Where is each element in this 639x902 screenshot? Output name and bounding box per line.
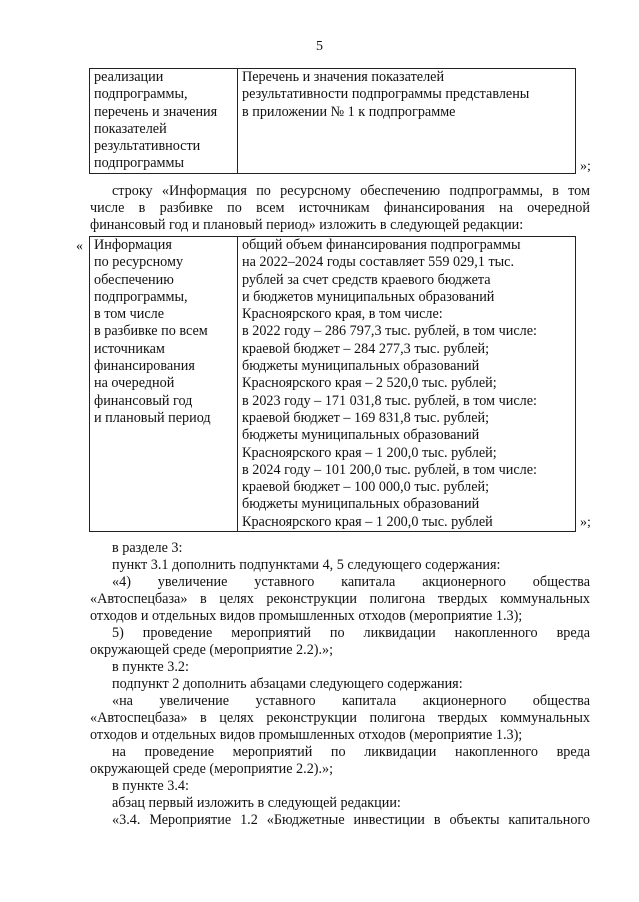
table-cell-label: реализации подпрограммы, перечень и значения показателей результативности подпрограммы xyxy=(90,69,238,174)
table-cell-label: Информация по ресурсному обеспечению подпрограммы, в том числе в разбивке по всем источникам финансирования на очередной финансовый год и плановый период xyxy=(90,237,238,532)
paragraph-line: финансовый год и плановый период» изложить в следующей редакции: xyxy=(90,217,524,233)
table-cell-value: Перечень и значения показателей результативности подпрограммы представлены в приложении № 1 к подпрограмме xyxy=(238,69,576,174)
opening-quote-mark: « xyxy=(76,239,83,254)
paragraph-line: абзац первый изложить в следующей редакции: xyxy=(112,795,401,811)
paragraph-line: «Автоспецбаза» в целях реконструкции полигона твердых коммунальных xyxy=(90,591,590,607)
page-number: 5 xyxy=(316,39,323,54)
paragraph-line: пункт 3.1 дополнить подпунктами 4, 5 следующего содержания: xyxy=(112,557,501,573)
paragraph-line: в разделе 3: xyxy=(112,540,183,556)
paragraph-line: в пункте 3.2: xyxy=(112,659,189,675)
paragraph-line: «4) увеличение уставного капитала акционерного общества xyxy=(112,574,590,590)
paragraph-line: «Автоспецбаза» в целях реконструкции полигона твердых коммунальных xyxy=(90,710,590,726)
table-row xyxy=(90,237,576,532)
paragraph-line: числе в разбивке по всем источникам финансирования на очередной xyxy=(90,200,590,216)
paragraph-line: на проведение мероприятий по ликвидации накопленного вреда xyxy=(112,744,590,760)
paragraph-line: «на увеличение уставного капитала акционерного общества xyxy=(112,693,590,709)
paragraph-line: в пункте 3.4: xyxy=(112,778,189,794)
funding-table xyxy=(89,236,576,532)
paragraph-line: отходов и отдельных видов промышленных отходов (мероприятие 1.3); xyxy=(90,608,523,624)
paragraph-line: подпункт 2 дополнить абзацами следующего содержания: xyxy=(112,676,463,692)
passport-table-continued xyxy=(89,68,576,174)
table-row xyxy=(90,69,576,174)
closing-quote-mark: »; xyxy=(580,159,591,174)
paragraph-line: окружающей среде (мероприятие 2.2).»; xyxy=(90,761,334,777)
table-cell-value: общий объем финансирования подпрограммы на 2022–2024 годы составляет 559 029,1 тыс. рублей за счет средств краевого бюджета и бюджетов муниципальных образований Красноярского края, в том числе: в 2022 году – 286 797,3 тыс. рублей, в том числе: краевой бюджет – 284 277,3 тыс. рублей; бюджеты муниципальных образований Красноярского края – 2 520,0 тыс. рублей; в 2023 году – 171 031,8 тыс. рублей, в том числе: краевой бюджет – 169 831,8 тыс. рублей; бюджеты муниципальных образований Красноярского края – 1 200,0 тыс. рублей; в 2024 году – 101 200,0 тыс. рублей, в том числе: краевой бюджет – 100 000,0 тыс. рублей; бюджеты муниципальных образований Красноярского края – 1 200,0 тыс. рублей xyxy=(238,237,576,532)
paragraph-line: отходов и отдельных видов промышленных отходов (мероприятие 1.3); xyxy=(90,727,523,743)
paragraph-line: «3.4. Мероприятие 1.2 «Бюджетные инвестиции в объекты капитального xyxy=(112,812,590,828)
paragraph-line: 5) проведение мероприятий по ликвидации накопленного вреда xyxy=(112,625,590,641)
closing-quote-mark: »; xyxy=(580,515,591,530)
paragraph-line: окружающей среде (мероприятие 2.2).»; xyxy=(90,642,334,658)
paragraph-line: строку «Информация по ресурсному обеспечению подпрограммы, в том xyxy=(112,183,590,199)
